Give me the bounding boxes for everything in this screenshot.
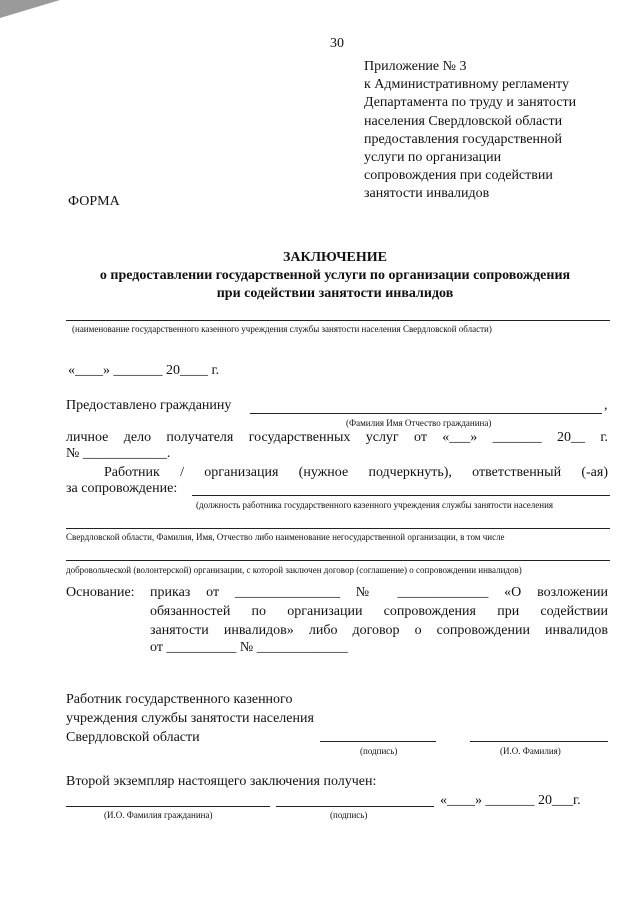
date-line: «____» _______ 20____ г. [68, 363, 220, 378]
citizen-signature-fill-line[interactable] [276, 806, 434, 807]
appendix-line: к Административному регламенту [364, 77, 569, 93]
second-copy-label: Второй экземпляр настоящего заключения получен: [66, 774, 377, 789]
document-title: ЗАКЛЮЧЕНИЕ [282, 250, 388, 265]
position-caption-line-1: (должность работника государственного казенного учреждения службы занятости населения [196, 500, 554, 510]
citizen-caption: (Фамилия Имя Отчество гражданина) [346, 418, 492, 428]
signatory-line: Работник государственного казенного [66, 692, 293, 707]
scan-corner-fold [0, 0, 60, 18]
provided-label: Предоставлено гражданину [66, 398, 232, 413]
citizen-initials-fill-line[interactable] [66, 806, 270, 807]
institution-caption: (наименование государственного казенного учреждения службы занятости населения Свердловской области) [72, 324, 492, 334]
signatory-block [66, 690, 314, 747]
appendix-line: занятости инвалидов [364, 186, 490, 202]
document-subtitle-line-1: о предоставлении государственной услуги по организации сопровождения [99, 268, 571, 283]
appendix-line: услуги по организации [364, 150, 502, 166]
appendix-line: сопровождения при содействии [364, 168, 553, 184]
escort-label: за сопровождение: [66, 481, 178, 496]
personal-file-line: личное дело получателя государственных услуг от «___» _______ 20__ г. [66, 430, 608, 445]
page-number: 30 [330, 36, 344, 51]
citizen-initials-caption: (И.О. Фамилия гражданина) [104, 810, 213, 820]
form-label: ФОРМА [68, 194, 120, 209]
initials-caption: (И.О. Фамилия) [500, 746, 561, 756]
basis-line-1: приказ от _______________ № _____________ «О возложении [150, 585, 608, 600]
citizen-name-fill-line[interactable] [250, 413, 602, 414]
basis-line-4: от __________ № _____________ [150, 640, 348, 655]
position-caption-line-3: добровольческой (волонтерской) организации, с которой заключен договор (соглашение) о сопровождении инвалидов) [66, 565, 522, 575]
appendix-block [364, 58, 614, 204]
initials-fill-line[interactable] [470, 741, 608, 742]
escort-fill-line-3[interactable] [66, 560, 610, 561]
personal-file-number: № ____________. [66, 446, 171, 461]
document-subtitle-line-2: при содействии занятости инвалидов [216, 286, 454, 301]
appendix-line: Департамента по труду и занятости [364, 95, 577, 111]
appendix-line: населения Свердловской области [364, 113, 563, 129]
escort-fill-line[interactable] [192, 495, 610, 496]
citizen-signature-caption: (подпись) [330, 810, 368, 820]
escort-fill-line-2[interactable] [66, 528, 610, 529]
institution-fill-line[interactable] [66, 320, 610, 321]
provided-comma: , [604, 398, 608, 413]
worker-line: Работник / организация (нужное подчеркнуть), ответственный (-ая) [104, 465, 608, 480]
signatory-line: учреждения службы занятости населения [66, 711, 314, 726]
basis-line-2: обязанностей по организации сопровождения при содействии [150, 604, 608, 619]
signatory-line: Свердловской области [66, 730, 200, 745]
basis-line-3: занятости инвалидов» либо договор о сопровождении инвалидов [150, 623, 608, 638]
signature-fill-line[interactable] [320, 741, 436, 742]
second-copy-date: «____» _______ 20___г. [440, 793, 581, 808]
position-caption-line-2: Свердловской области, Фамилия, Имя, Отчество либо наименование негосударственной организации, в том числе [66, 532, 505, 542]
appendix-line: предоставления государственной [364, 131, 563, 147]
signature-caption: (подпись) [360, 746, 398, 756]
basis-label: Основание: [66, 585, 135, 600]
appendix-line: Приложение № 3 [364, 59, 467, 74]
